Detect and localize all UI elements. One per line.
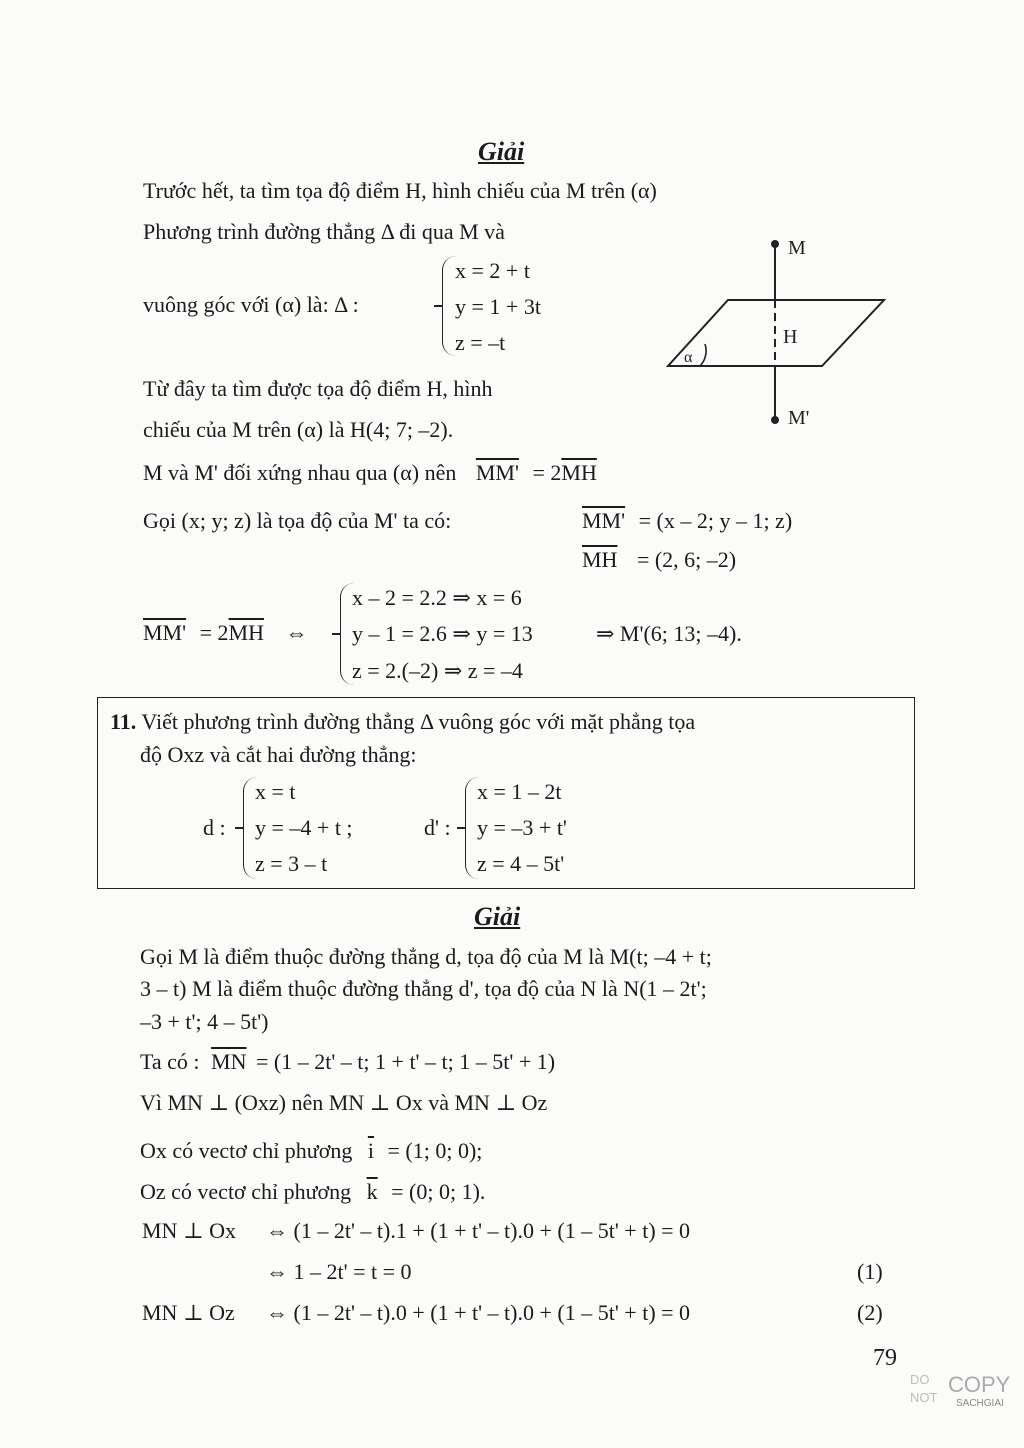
label-alpha: α <box>684 349 693 366</box>
text-fragment: M và M' đối xứng nhau qua (α) nên <box>143 460 457 485</box>
label-H: H <box>783 326 798 348</box>
label-Mprime: M' <box>788 407 810 429</box>
watermark-logo <box>906 1368 1018 1444</box>
equation-line: z = 3 – t <box>255 851 328 876</box>
vector-value: = (0; 0; 1). <box>391 1179 486 1204</box>
plane-figure <box>660 232 900 432</box>
equation-line <box>140 1181 485 1203</box>
equation-line <box>143 622 307 644</box>
line-dprime-label: d' : <box>424 815 451 840</box>
equation-lhs: MN ⊥ Oz <box>142 1300 235 1325</box>
watermark-site: SACHGIAI <box>956 1398 1004 1409</box>
vector-value: = (1; 0; 0); <box>387 1138 483 1163</box>
vector-label: $\overline{MH}$ <box>582 547 618 572</box>
text-line: vuông góc với (α) là: Δ : <box>143 292 359 317</box>
equation-line: x = 1 – 2t <box>477 779 562 804</box>
vector-label: $\overline{MH}$ <box>228 620 264 645</box>
equation-line: z = 4 – 5t' <box>477 851 565 876</box>
equation-rhs: ⇔ (1 – 2t' – t).1 + (1 + t' – t).0 + (1 – 5t' + t) = 0 <box>266 1218 691 1243</box>
text-line: Từ đây ta tìm được tọa độ điểm H, hình <box>143 376 493 401</box>
equation-line: x = 2 + t <box>455 258 530 283</box>
text-line: Phương trình đường thẳng Δ đi qua M và <box>143 219 505 244</box>
equation-line <box>140 1140 482 1162</box>
iff-symbol: ⇔ <box>285 620 308 645</box>
equation-line: y = 1 + 3t <box>455 294 541 319</box>
vector-label: $\overline{i}$ <box>367 1138 374 1163</box>
equation-line <box>582 510 792 532</box>
solution-title: Giải <box>474 902 521 931</box>
text-line: Trước hết, ta tìm tọa độ điểm H, hình chiếu của M trên (α) <box>143 178 657 203</box>
vector-label: $\overline{k}$ <box>366 1179 378 1204</box>
text-line: –3 + t'; 4 – 5t') <box>140 1009 269 1034</box>
vector-label: MM' <box>475 460 519 485</box>
problem-number: 11. <box>110 709 137 734</box>
vector-label: MM' <box>143 620 187 645</box>
text-line: Gọi M là điểm thuộc đường thẳng d, tọa độ của M là M(t; –4 + t; <box>140 944 712 969</box>
vector-label: $\overline{MH}$ <box>561 460 597 485</box>
point-M <box>771 240 779 248</box>
equation-line: y – 1 = 2.6 ⇒ y = 13 <box>352 621 533 646</box>
solution-title: Giải <box>478 137 525 166</box>
text-line <box>143 462 597 484</box>
equation-number: (2) <box>857 1300 883 1325</box>
vector-value: = (x – 2; y – 1; z) <box>638 508 793 533</box>
equation-rhs: ⇔ 1 – 2t' = t = 0 <box>266 1259 412 1284</box>
text-line: Vì MN ⊥ (Oxz) nên MN ⊥ Ox và MN ⊥ Oz <box>140 1090 548 1115</box>
text-line: 3 – t) M là điểm thuộc đường thẳng d', tọa độ của N là N(1 – 2t'; <box>140 976 707 1001</box>
angle-arc <box>700 344 706 366</box>
result-text: ⇒ M'(6; 13; –4). <box>596 621 742 646</box>
text-line: chiếu của M trên (α) là H(4; 7; –2). <box>143 417 454 442</box>
vector-label: MM' <box>582 508 626 533</box>
equation-line <box>140 1051 555 1073</box>
problem-line: độ Oxz và cắt hai đường thẳng: <box>140 742 417 767</box>
text-fragment: = 2 <box>199 620 229 645</box>
equation-line: x – 2 = 2.2 ⇒ x = 6 <box>352 585 522 610</box>
watermark-copy: COPY <box>948 1372 1011 1397</box>
problem-text: Viết phương trình đường thẳng Δ vuông góc với mặt phẳng tọa <box>141 709 696 734</box>
vector-label: $\overline{MN}$ <box>211 1049 247 1074</box>
vector-value: = (2, 6; –2) <box>636 547 737 572</box>
point-Mprime <box>771 416 779 424</box>
text-fragment: = 2 <box>532 460 562 485</box>
problem-line <box>110 711 695 733</box>
text-fragment: Ta có : <box>140 1049 200 1074</box>
equation-line: z = 2.(–2) ⇒ z = –4 <box>352 658 523 683</box>
watermark-do: DO <box>910 1372 930 1387</box>
line-d-label: d : <box>203 815 226 840</box>
equation-line: y = –3 + t' <box>477 815 567 840</box>
text-line: Gọi (x; y; z) là tọa độ của M' ta có: <box>143 508 452 533</box>
label-M: M <box>788 237 806 259</box>
equation-line: z = –t <box>455 330 506 355</box>
equation-line <box>582 549 736 571</box>
vector-value: = (1 – 2t' – t; 1 + t' – t; 1 – 5t' + 1) <box>256 1049 556 1074</box>
equation-number: (1) <box>857 1259 883 1284</box>
equation-line: x = t <box>255 779 296 804</box>
equation-lhs: MN ⊥ Ox <box>142 1218 237 1243</box>
page-number: 79 <box>873 1345 897 1371</box>
equation-line: y = –4 + t ; <box>255 815 353 840</box>
text-fragment: Oz có vectơ chỉ phương <box>140 1179 352 1204</box>
equation-rhs: ⇔ (1 – 2t' – t).0 + (1 + t' – t).0 + (1 – 5t' + t) = 0 <box>266 1300 691 1325</box>
text-fragment: Ox có vectơ chỉ phương <box>140 1138 353 1163</box>
watermark-not: NOT <box>910 1390 938 1405</box>
